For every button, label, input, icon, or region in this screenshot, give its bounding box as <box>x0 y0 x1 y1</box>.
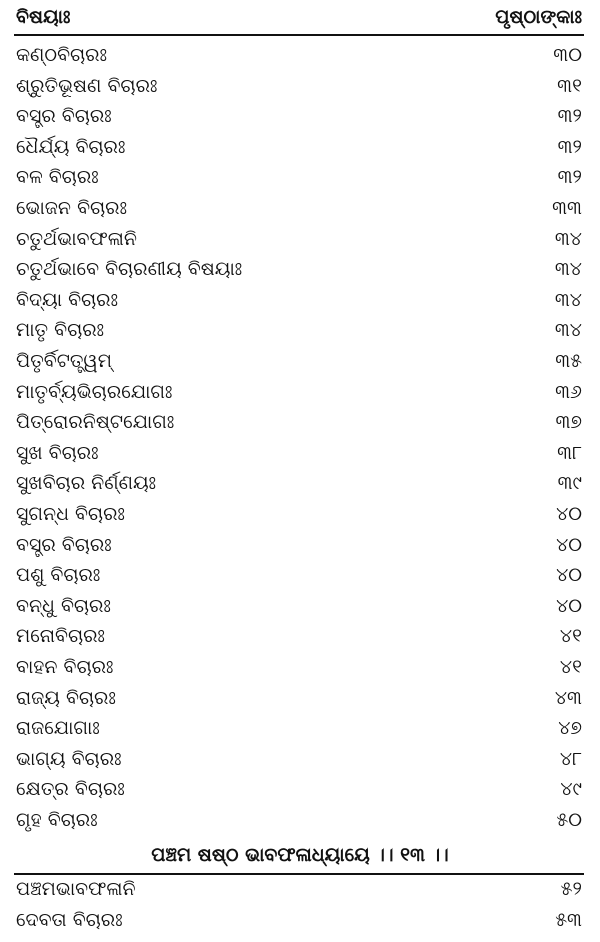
toc-entry <box>14 226 584 252</box>
toc-entry <box>14 807 584 833</box>
toc-entry <box>14 103 584 129</box>
entry-page-number: ୩୪ <box>554 258 582 281</box>
entry-page-number: ୪୧ <box>559 656 582 678</box>
entry-page-number: ୩୬ <box>555 380 582 403</box>
toc-entry <box>14 195 584 221</box>
entry-page-number: ୪୦ <box>556 594 582 617</box>
toc-entry <box>14 593 584 619</box>
entry-title: ଗୃହ ବିଚାରଃ <box>16 809 98 831</box>
toc-entry <box>14 287 584 313</box>
entry-title: କ୍ଷେତ୍ର ବିଚାରଃ <box>16 778 125 801</box>
entry-title: ପିତ୍ରୋରନିଷ୍ଟଯୋଗଃ <box>16 411 175 434</box>
entry-title: ଚତୁର୍ଥଭାବଫଳାନି <box>16 227 137 250</box>
entry-title: ବାହନ ବିଚାରଃ <box>16 656 114 678</box>
entry-page-number: ୩୪ <box>554 288 582 311</box>
toc-header <box>14 4 584 30</box>
toc-entry <box>14 42 584 68</box>
entry-page-number: ୩୧ <box>557 74 582 97</box>
entry-title: ପଶୁ ବିଚାରଃ <box>16 564 101 587</box>
toc-entry <box>14 907 584 933</box>
toc-entry <box>14 876 584 902</box>
toc-entry <box>14 501 584 527</box>
toc-entry <box>14 409 584 435</box>
entry-page-number: ୩୩ <box>552 197 582 219</box>
toc-entry <box>14 654 584 680</box>
entry-title: ମାତୃ ବିଚାରଃ <box>16 319 105 342</box>
entry-title: ଭାଗ୍ୟ ବିଚାରଃ <box>16 747 122 770</box>
toc-entry <box>14 379 584 405</box>
chapter-rule <box>14 873 584 875</box>
entry-page-number: ୩୨ <box>557 135 582 158</box>
toc-entry <box>14 623 584 649</box>
toc-entry <box>14 134 584 160</box>
entry-title: ଶ୍ରୁତିଭୂଷଣ ବିଚାରଃ <box>16 74 158 97</box>
entry-title: କଣ୍ଠବିଚାରଃ <box>16 44 107 66</box>
toc-entry <box>14 532 584 558</box>
entry-page-number: ୪୦ <box>556 533 582 556</box>
entry-title: ବନ୍ଧୁ ବିଚାରଃ <box>16 594 111 617</box>
entry-page-number: ୪୮ <box>559 747 582 770</box>
toc-entry <box>14 746 584 772</box>
entry-page-number: ୩୦ <box>553 44 582 66</box>
entry-title: ପିତୃର୍ବିଟତ୍ତ୍ୱମ୍ <box>16 350 112 372</box>
toc-entry <box>14 317 584 343</box>
entry-page-number: ୩୯ <box>557 472 582 495</box>
header-rule <box>14 34 584 36</box>
entry-page-number: ୪୭ <box>558 717 582 740</box>
entry-page-number: ୪୧ <box>559 625 582 648</box>
entry-title: ସୁଖ ବିଚାରଃ <box>16 441 99 464</box>
entry-page-number: ୩୮ <box>557 441 582 464</box>
toc-entry <box>14 440 584 466</box>
toc-entry <box>14 685 584 711</box>
toc-entry <box>14 562 584 588</box>
toc-entry <box>14 348 584 374</box>
entry-page-number: ୪୩ <box>554 686 582 709</box>
entry-title: ଧୈର୍ଯ୍ୟ ବିଚାରଃ <box>16 135 126 158</box>
entry-page-number: ୫୨ <box>560 878 582 900</box>
entry-title: ମାତୃର୍ବ୍ୟଭିଚାରଯୋଗଃ <box>16 380 173 403</box>
toc-entry <box>14 715 584 741</box>
toc-entry <box>14 73 584 99</box>
entry-page-number: ୪୯ <box>560 778 582 801</box>
entry-page-number: ୩୨ <box>557 105 582 128</box>
entry-page-number: ୫୩ <box>555 909 582 931</box>
entry-title: ବଳ ବିଚାରଃ <box>16 166 99 189</box>
entry-title: ଚତୁର୍ଥଭାବେ ବିଚାରଣୀୟ ବିଷୟାଃ <box>16 258 243 281</box>
entry-title: ସୁଖବିଚାର ନିର୍ଣ୍ଣୟଃ <box>16 472 157 495</box>
entry-title: ମନୋବିଚାରଃ <box>16 625 105 648</box>
entry-title: ରାଜଯୋଗାଃ <box>16 717 100 740</box>
entry-title: ବସ୍ତ୍ର ବିଚାରଃ <box>16 105 112 128</box>
toc-entry <box>14 470 584 496</box>
entry-page-number: ୩୪ <box>554 227 582 250</box>
entry-title: ପଞ୍ଚମଭାବଫଳାନି <box>16 878 136 900</box>
toc-entry <box>14 164 584 190</box>
chapter-heading: ପଞ୍ଚମ ଷଷ୍ଠ ଭାବଫଳାଧ୍ୟାୟେ ।। ୧୩ ।। <box>151 844 449 866</box>
entry-title: ବସ୍ତ୍ର ବିଚାରଃ <box>16 533 112 556</box>
entry-title: ବିଦ୍ୟା ବିଚାରଃ <box>16 288 118 311</box>
entry-page-number: ୩୫ <box>555 350 582 372</box>
pages-heading: ପୃଷ୍ଠାଙ୍କାଃ <box>495 6 582 28</box>
entry-page-number: ୪୦ <box>556 503 582 525</box>
entry-title: ଭୋଜନ ବିଚାରଃ <box>16 197 127 219</box>
entry-page-number: ୩୪ <box>554 319 582 342</box>
entry-title: ଦେବତା ବିଚାରଃ <box>16 909 123 931</box>
entry-title: ରାଜ୍ୟ ବିଚାରଃ <box>16 686 116 709</box>
entry-page-number: ୩୭ <box>555 411 582 434</box>
topics-heading: ବିଷୟାଃ <box>16 6 71 28</box>
toc-entry <box>14 776 584 802</box>
entry-page-number: ୫୦ <box>556 809 582 831</box>
toc-entry <box>14 256 584 282</box>
entry-page-number: ୪୦ <box>556 564 582 587</box>
entry-title: ସୁଗନ୍ଧ ବିଚାରଃ <box>16 503 125 525</box>
entry-page-number: ୩୨ <box>557 166 582 189</box>
